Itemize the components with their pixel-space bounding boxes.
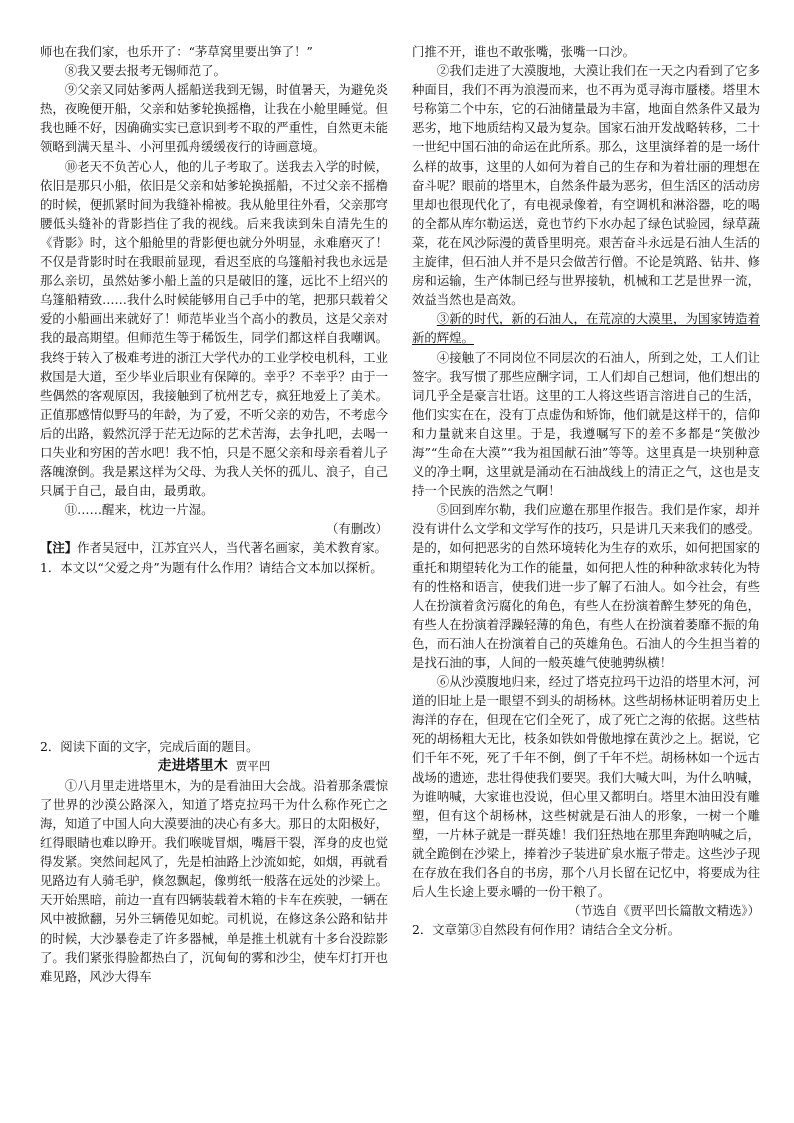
story-paragraph-8: ⑧我又要去报考无锡师范了。 [64, 63, 226, 79]
note-label: 【注】 [40, 540, 78, 556]
article-paragraph-1: ①八月里走进塔里木，为的是看油田大会战。沿着那条震惊了世界的沙漠公路深入，知道了塔克拉玛干为什么称作死亡之海，知道了中国人向大漠要油的决心有多大。那日的太阳极好，红得眼睛也难以睁开。我们喉咙冒烟，嘴唇干裂，浑身的皮也觉得发紧。突然间起风了，先是柏油路上沙流如蛇，如烟，再就看见路边有人骑毛驴，倏忽飘起，像剪纸一般落在远处的沙梁上。天开始黑暗，前边一直有四辆装载着木箱的卡车在疾驶，一辆在风中被掀翻，另外三辆倦见如蛇。司机说，在修这条公路和钻井的时候，大沙暴卷走了许多器械，单是推土机就有十多台没踪影了。我们紧张得脸都热白了，沉甸甸的雾和沙尘，使车灯打开也难见路，风沙大得车 [40, 777, 388, 984]
article-paragraph-5: ⑤回到库尔勒，我们应邀在那里作报告。我们是作家，却并没有讲什么文学和文学写作的技巧，只是讲几天来我们的感受。是的，如何把恶劣的自然环境转化为生存的欢乐，如何把国家的重托和期望转化为工作的能量，如何把人性的种种欲求转化为特有的性格和语言，使我们进一步了解了石油人。如今社会，有些人在扮演着贪污腐化的角色，有些人在扮演着醉生梦死的角色，有些人在扮演着浮躁轻薄的角色，有些人在扮演着萎靡不振的角色，而石油人在扮演着自己的英雄角色。石油人的今生担当着的是找石油的事，人间的一般英雄气使驰骋纵横！ [412, 502, 760, 670]
article-heading [40, 756, 388, 776]
question-2: 2．文章第③自然段有何作用？请结合全文分析。 [412, 922, 681, 938]
left-column [40, 42, 388, 986]
article-paragraph-1-continued: 门推不开，谁也不敢张嘴，张嘴一口沙。 [412, 44, 636, 59]
source-note: （有删改） [326, 521, 388, 537]
article-paragraph-2: ②我们走进了大漠腹地，大漠让我们在一天之内看到了它多种面目，我们不再为浪漫而来，也不再为觅寻海市蜃楼。塔里木号称第二个中东，它的石油储量最为丰富，地面自然条件又最为恶劣，地下地质结构又最为复杂。国家石油开发战略转移，二十一世纪中国石油的命运在此所系。那么，这里演绎着的是一场什么样的故事，这里的人如何为着自己的生存和为着壮丽的理想在奋斗呢？眼前的塔里木，自然条件最为恶劣，但生活区的活动房里却也很现代化了，有电视录像着，有空调机和淋浴器，吃的喝的全都从库尔勒运送，竟也节约下水办起了绿色试验园，绿草蔬菜，花在风沙际漫的黄昏里明亮。艰苦奋斗永远是石油人生活的主旋律，但石油人并不是只会做苦行僧。不论是筑路、钻井、修房和运输，生产体制已经与世界接轨，机械和工艺是世界一流，效益当然也是高效。 [412, 63, 760, 308]
story-paragraph-9: ⑨父亲又同姑爹两人摇船送我到无锡，时值暑天，为避免炎热，夜晚便开船，父亲和姑爹轮换摇橹，让我在小舱里睡觉。但我也睡不好，因确确实实已意识到考不取的严重性，自然更未能领略到满天星斗、小河里孤舟缓缓夜行的诗画意境。 [40, 82, 388, 155]
article-paragraph-6: ⑥从沙漠腹地归来，经过了塔克拉玛干边沿的塔里木河，河道的旧址上是一眼望不到头的胡杨林。这些胡杨林证明着历史上海洋的存在，但现在它们全死了，成了死亡之海的依据。这些枯死的胡杨粗大无比，枝条如铁如骨傲地撑在黄沙之上。据说，它们千年不死，死了千年不倒，倒了千年不烂。胡杨林如一个远古战场的遗迹，悲壮得使我们要哭。我们大喊大叫，为什么呐喊，为谁呐喊，大家谁也没说，但心里又都明白。塔里木油田没有雕塑，但有这个胡杨林，这些树就是石油人的形象，一树一个雕塑，一片林子就是一群英雄！我们狂热地在那里奔跑呐喊之后，就全跪倒在沙梁上，捧着沙子装进矿泉水瓶子带走。这些沙子现在存放在我们各自的书房，那个八月长留在记忆中，将要成为往后人生长途上要永嚼的一份干粮了。 [412, 674, 760, 900]
excerpt-source: （节选自《贾平凹长篇散文精选》） [567, 903, 760, 919]
answer-space-q1 [40, 577, 388, 737]
article-paragraph-4: ④接触了不同岗位不同层次的石油人，所到之处，工人们让签字。我写惯了那些应酬字词，工人们却自己想词，他们想出的词几乎全是豪言壮语。这里的工人将这些语言溶进自己的生活，他们实实在在，没有丁点虚伪和矫饰，他们就是这样干的，信仰和力量就来自这里。于是，我遵嘱写下的差不多都是“笑傲沙海”“生命在大漠”“我为祖国献石油”等等。这里真是一块别种意义的净土啊，这里就是涌动在石油战线上的清正之气，这也是支持一个民族的浩然之气啊！ [412, 349, 760, 499]
article-author: 贾平凹 [235, 758, 271, 773]
question-1: 1．本文以“父爱之舟”为题有什么作用？请结合文本加以探析。 [40, 559, 383, 575]
story-paragraph-11: ⑪……醒来，枕边一片湿。 [64, 502, 214, 518]
right-column [412, 42, 760, 939]
note-text: 作者吴冠中，江苏宜兴人，当代著名画家，美术教育家。 [77, 540, 387, 556]
story-paragraph-10: ⑩老天不负苦心人，他的儿子考取了。送我去入学的时候，依旧是那只小船，依旧是父亲和姑爹轮换摇船，不过父亲不摇橹的时候，便抓紧时间为我缝补棉被。我从舱里往外看，父亲那穹腰低头缝补的背影挡住了我的视线。后来我读到朱自清先生的《背影》时，这个船舱里的背影便也就分外明显，永难磨灭了！不仅是背影时时在我眼前显现，看迟至底的乌篷船衬我也永远是那么亲切，虽然姑爹小船上盖的只是破旧的篷，远比不上绍兴的乌篷船精致……我什么时候能够用自己手中的笔，把那只载着父爱的小船画出来就好了！师范毕业当个高小的教员，这是父亲对我的最高期望。但师范生等于稀饭生，同学们都这样自我嘲讽。我终于转入了极难考进的浙江大学代办的工业学校电机科，工业救国是大道，至少毕业后职业有保障的。幸乎？不幸乎？由于一些偶然的客观原因，我接触到了杭州艺专，疯狂地爱上了美术。正值那感情似野马的年龄，为了爱，不听父亲的劝告，不考虑今后的出路，毅然沉浮于茫无边际的艺术苦海，去争扎吧，去喝一口失业和穷困的苦水吧！我不怕，只是不愿父亲和母亲看着儿子落魄潦倒。我是累这样为父母、为我人关怀的孤儿、浪子，自己只属于自己，最自由，最勇敢。 [40, 158, 388, 499]
story-paragraph-continued: 师也在我们家，也乐开了：“茅草窝里要出笋了！” [40, 44, 313, 59]
question-2-intro: 2．阅读下面的文字，完成后面的题目。 [40, 738, 259, 754]
article-title: 走进塔里木 [157, 757, 228, 774]
author-note [40, 538, 388, 557]
article-paragraph-3: ③新的时代，新的石油人，在荒凉的大漠里，为国家铸造着新的辉煌。 [412, 311, 760, 346]
